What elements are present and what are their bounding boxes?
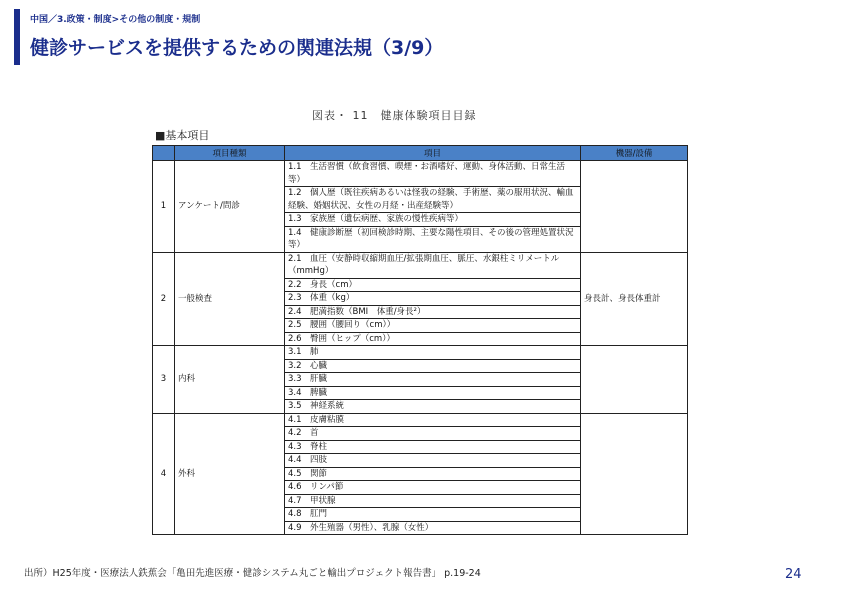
item-cell: 1.2 個人歴（既往疾病あるいは怪我の経験、手術歴、薬の服用状況、輸血経験、婚姻状況、女性の月経・出産経験等） xyxy=(285,187,581,213)
header-item: 項目 xyxy=(285,146,581,161)
item-cell: 1.1 生活習慣（飲食習慣、喫煙・お酒嗜好、運動、身体活動、日常生活等） xyxy=(285,161,581,187)
source-footnote: 出所）H25年度・医療法人鉄蕉会「亀田先進医療・健診システム丸ごと輸出プロジェクト報告書」 p.19-24 xyxy=(24,568,481,579)
item-cell: 4.6 リンパ節 xyxy=(285,481,581,495)
title-accent-bar xyxy=(14,9,20,65)
item-cell: 2.4 肥満指数（BMI 体重/身長²） xyxy=(285,305,581,319)
group-type: 内科 xyxy=(175,346,285,414)
table-row xyxy=(153,252,688,278)
item-cell: 4.2 首 xyxy=(285,427,581,441)
item-cell: 4.5 関節 xyxy=(285,467,581,481)
item-cell: 2.1 血圧（安静時収縮期血圧/拡張期血圧、脈圧、水銀柱ミリメートル（mmHg） xyxy=(285,252,581,278)
table-row xyxy=(153,161,688,187)
section-label: ■基本項目 xyxy=(155,129,210,142)
group-type: 一般検査 xyxy=(175,252,285,346)
page-number: 24 xyxy=(785,567,802,582)
item-cell: 4.1 皮膚粘膜 xyxy=(285,413,581,427)
table-header-row xyxy=(153,146,688,161)
group-number: 1 xyxy=(153,161,175,253)
group-number: 4 xyxy=(153,413,175,535)
group-number: 3 xyxy=(153,346,175,414)
table-row xyxy=(153,413,688,427)
item-cell: 2.2 身長（cm） xyxy=(285,278,581,292)
breadcrumb: 中国／3.政策・制度>その他の制度・規制 xyxy=(30,15,201,25)
item-cell: 3.3 肝臓 xyxy=(285,373,581,387)
item-cell: 1.4 健康診断歴（初回検診時期、主要な陽性項目、その後の管理処置状況等） xyxy=(285,226,581,252)
item-cell: 3.5 神経系統 xyxy=(285,400,581,414)
equipment-cell xyxy=(581,161,688,253)
item-cell: 2.3 体重（kg） xyxy=(285,292,581,306)
item-cell: 4.8 肛門 xyxy=(285,508,581,522)
item-cell: 4.4 四肢 xyxy=(285,454,581,468)
item-cell: 4.7 甲状腺 xyxy=(285,494,581,508)
equipment-cell xyxy=(581,413,688,535)
item-cell: 4.3 脊柱 xyxy=(285,440,581,454)
table-row xyxy=(153,346,688,360)
group-type: 外科 xyxy=(175,413,285,535)
group-number: 2 xyxy=(153,252,175,346)
equipment-cell: 身長計、身長体重計 xyxy=(581,252,688,346)
figure-caption: 図表・ 11 健康体験項目目録 xyxy=(312,109,477,122)
header-equipment: 機器/設備 xyxy=(581,146,688,161)
group-type: アンケート/問診 xyxy=(175,161,285,253)
item-cell: 4.9 外生殖器（男性）、乳腺（女性） xyxy=(285,521,581,535)
page-title: 健診サービスを提供するための関連法規（3/9） xyxy=(30,37,444,59)
item-cell: 1.3 家族歴（遺伝病歴、家族の慢性疾病等） xyxy=(285,213,581,227)
header-blank xyxy=(153,146,175,161)
item-cell: 3.2 心臓 xyxy=(285,359,581,373)
checkup-items-table xyxy=(152,145,688,535)
item-cell: 2.5 腰囲（腰回り（cm）） xyxy=(285,319,581,333)
item-cell: 3.1 肺 xyxy=(285,346,581,360)
header-type: 項目種類 xyxy=(175,146,285,161)
item-cell: 2.6 臀囲（ヒップ（cm）） xyxy=(285,332,581,346)
item-cell: 3.4 脾臓 xyxy=(285,386,581,400)
equipment-cell xyxy=(581,346,688,414)
